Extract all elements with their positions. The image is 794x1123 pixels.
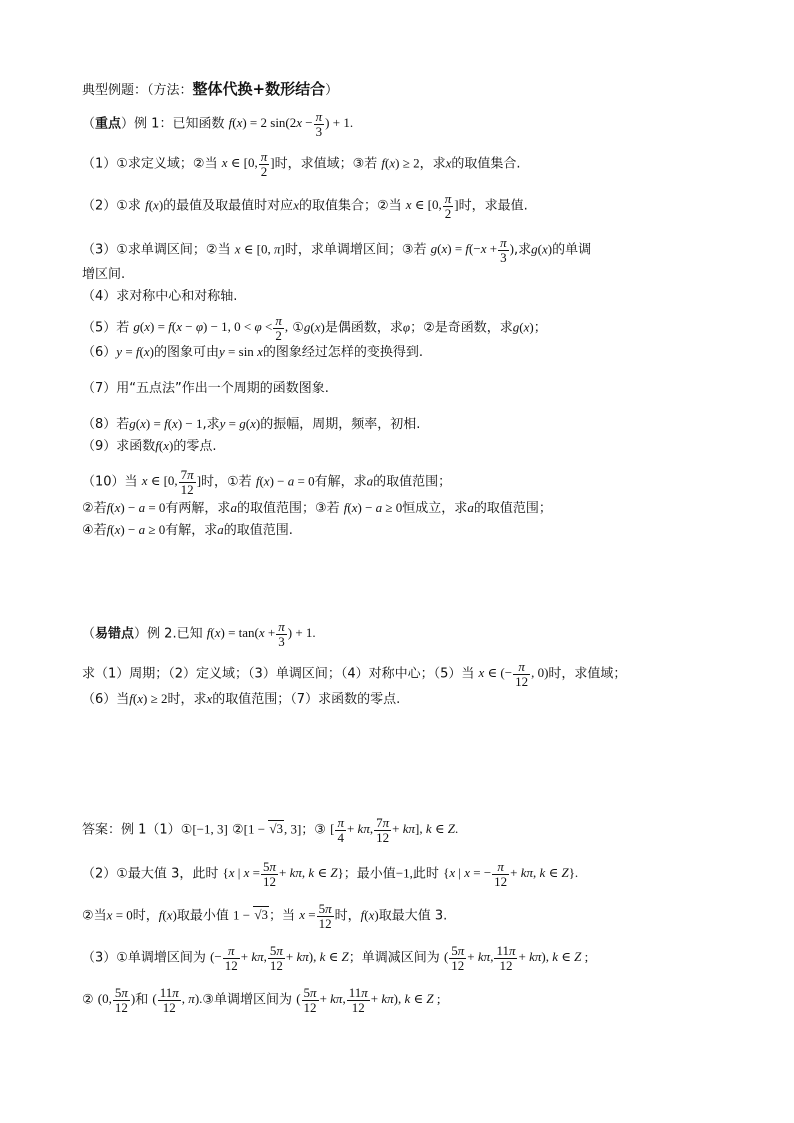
ex1-q10c: ④若f(x) − a ≥ 0有解，求a的取值范围. — [82, 522, 293, 538]
ex1-q3-cont: 增区间. — [82, 267, 126, 282]
ex1-q9: （9）求函数f(x)的零点. — [82, 438, 217, 454]
ex2-line1: 求（1）周期；（2）定义域；（3）单调区间；（4）对称中心；（5）当 x ∈ (− $\frac{\pi}{12}$ , 0)时，求值域； — [82, 659, 627, 689]
ex1-q6: （6）y = f(x)的图象可由y = sin x的图象经过怎样的变换得到. — [82, 344, 423, 360]
ex1-q1: （1）①求定义域；②当 x ∈ [0, $\frac{\pi}{2}$ ]时，求值域；③若 f(x) ≥ 2，求x的取值集合. — [82, 149, 521, 179]
answer-3: ②当x = 0时，f(x)取最小值 1 − √3；当 x = $\frac{5\pi}{12}$ 时，f(x)取最大值 3. — [82, 901, 448, 931]
ex1-q2: （2）①求 f(x)的最值及取最值时对应x的取值集合；②当 x ∈ [0, $\frac{\pi}{2}$ ]时，求最值. — [82, 191, 528, 221]
ex1-q3: （3）①求单调区间；②当 x ∈ [0, π]时，求单调增区间；③若 g(x) = f(−x + $\frac{\pi}{3}$ ),求g(x)的单调 — [82, 235, 592, 265]
ex1-q7: （7）用“五点法”作出一个周期的函数图象. — [82, 381, 329, 396]
answer-2: （2）①最大值 3，此时 {x | x = $\frac{5\pi}{12}$ + kπ, k ∈ Z}；最小值−1,此时 {x | x = − $\frac{\pi}{12}$ + kπ, k ∈ Z}. — [82, 859, 579, 889]
answer-5: ② (0, $\frac{5\pi}{12}$ )和 ( $\frac{11\pi}{12}$ , π).③单调增区间为 ( $\frac{5\pi}{12}$ + kπ, $\frac{11\pi}{12}$ + kπ), k ∈ Z ; — [82, 985, 441, 1015]
ex1-q8: （8）若g(x) = f(x) − 1,求y = g(x)的振幅，周期，频率，初相. — [82, 416, 421, 432]
ex1-q10: （10）当 x ∈ [0, $\frac{7\pi}{12}$ ]时，①若 f(x) − a = 0有解，求a的取值范围； — [82, 467, 452, 497]
ex2-line2: （6）当f(x) ≥ 2时，求x的取值范围；（7）求函数的零点. — [82, 691, 401, 707]
intro-line: 典型例题：（方法：整体代换+数形结合） — [82, 80, 339, 98]
answer-4: （3）①单调增区间为 (− $\frac{\pi}{12}$ + kπ, $\frac{5\pi}{12}$ + kπ), k ∈ Z；单调减区间为 ( $\frac{5\pi}{12}$ + kπ, $\frac{11\pi}{12}$ + kπ), k ∈ Z ; — [82, 943, 589, 973]
ex1-title: （重点）例 1：已知函数 f(x) = 2 sin(2x − $\frac{\pi}{3}$ ) + 1. — [82, 109, 354, 139]
answer-1: 答案：例 1（1）①[−1, 3] ②[1 − √3, 3]；③ [ $\frac{\pi}{4}$ + kπ, $\frac{7\pi}{12}$ + kπ], k ∈ Z. — [82, 815, 459, 845]
ex1-q10b: ②若f(x) − a = 0有两解，求a的取值范围；③若 f(x) − a ≥ 0恒成立，求a的取值范围； — [82, 500, 552, 516]
method-title: 整体代换+数形结合 — [192, 80, 326, 98]
ex1-q4: （4）求对称中心和对称轴. — [82, 289, 238, 304]
ex1-q5: （5）若 g(x) = f(x − φ) − 1, 0 < φ < $\frac{\pi}{2}$ , ①g(x)是偶函数，求φ；②是奇函数，求g(x)； — [82, 313, 547, 343]
ex2-title: （易错点）例 2.已知 f(x) = tan(x + $\frac{\pi}{3}$ ) + 1. — [82, 619, 316, 649]
